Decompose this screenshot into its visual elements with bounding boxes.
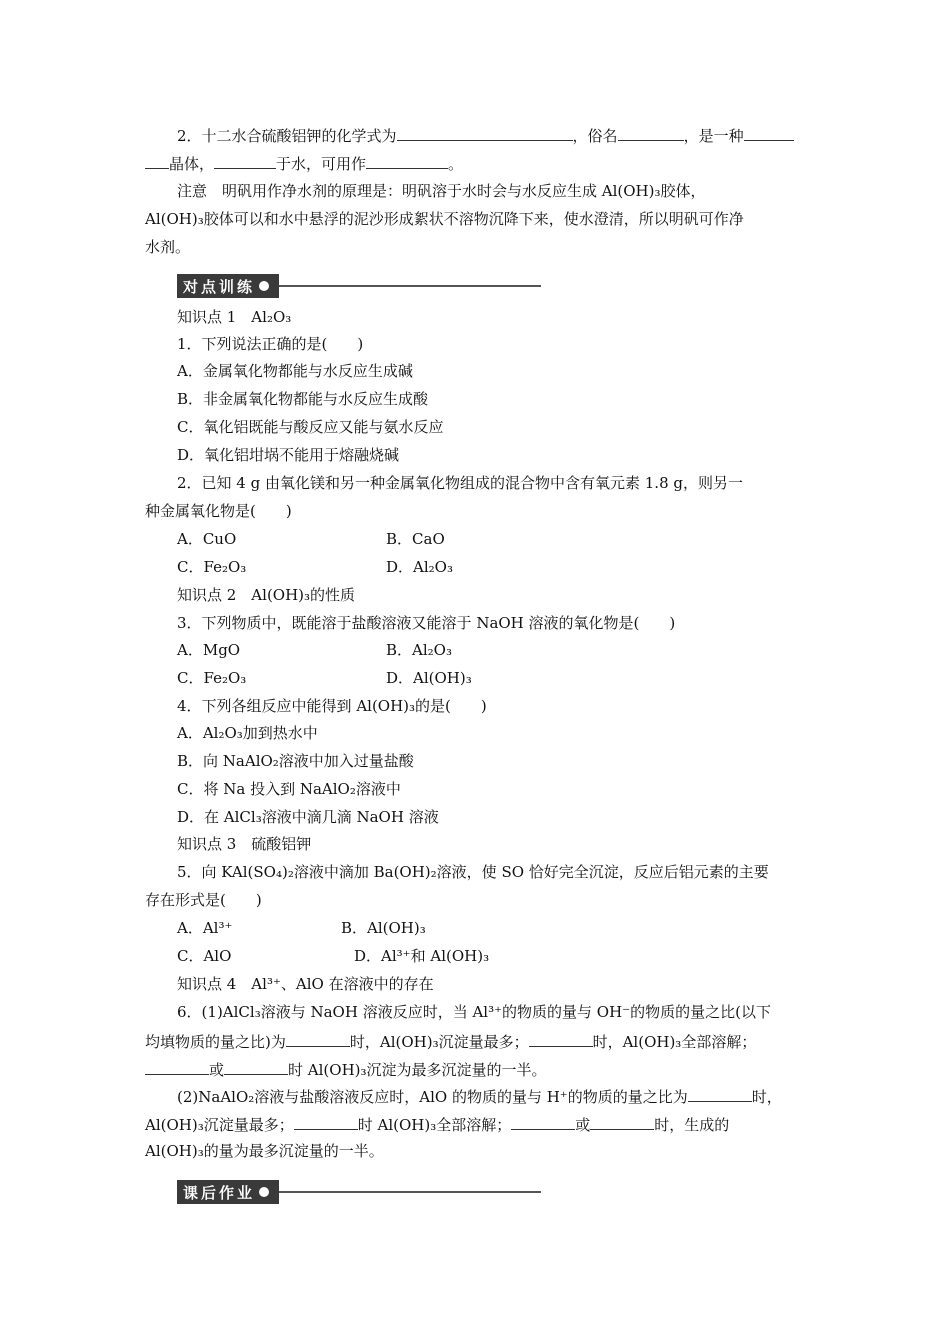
q4-stem: 4．下列各组反应中能得到 Al(OH)₃的是( ): [177, 697, 487, 715]
knowledge-point-2: 知识点 2 Al(OH)₃的性质: [177, 586, 356, 604]
section-title-box: [177, 1180, 279, 1204]
text: 或: [575, 1116, 591, 1134]
blank: [511, 1113, 575, 1130]
q1-stem: 1．下列说法正确的是( ): [177, 335, 364, 353]
q2-option-c: C．Fe₂O₃: [177, 558, 247, 576]
q6-part1-line1: 6．(1)AlCl₃溶液与 NaOH 溶液反应时，当 Al³⁺的物质的量与 OH⁻的物质的量之比(以下: [177, 1003, 771, 1021]
section-title: 对点训练: [183, 277, 256, 296]
section-title: 课后作业: [183, 1183, 256, 1202]
blank: [286, 1030, 350, 1047]
intro-q2-line1: [177, 124, 794, 146]
text: 时，Al(OH)₃沉淀量最多；: [349, 1033, 529, 1051]
q6-part1-line3: [145, 1058, 547, 1080]
text: 时 Al(OH)₃全部溶解；: [357, 1116, 512, 1134]
text: 于水，可用作: [276, 155, 367, 173]
q3-option-b: B．Al₂O₃: [386, 641, 452, 659]
bullet-icon: [259, 1187, 269, 1197]
q5-option-a: A．Al³⁺: [177, 919, 233, 937]
q1-option-b: B．非金属氧化物都能与水反应生成酸: [177, 390, 429, 408]
text: 时 Al(OH)₃沉淀为最多沉淀量的一半。: [288, 1061, 547, 1079]
blank: [590, 1113, 654, 1130]
knowledge-point-4: 知识点 4 Al³⁺、AlO 在溶液中的存在: [177, 975, 434, 993]
text: (2)NaAlO₂溶液与盐酸溶液反应时，AlO 的物质的量与 H⁺的物质的量之比为: [177, 1088, 688, 1106]
text: 时，Al(OH)₃全部溶解；: [592, 1033, 757, 1051]
note-line3: 水剂。: [145, 238, 191, 256]
text: 时，: [751, 1088, 782, 1106]
note-line2: Al(OH)₃胶体可以和水中悬浮的泥沙形成絮状不溶物沉降下来，使水澄清，所以明矾可作净: [145, 210, 744, 228]
blank: [145, 152, 169, 169]
q4-option-a: A．Al₂O₃加到热水中: [177, 724, 318, 742]
q1-option-d: D．氧化铝坩埚不能用于熔融烧碱: [177, 446, 400, 464]
text: ，俗名: [572, 127, 618, 145]
section-title-box: [177, 274, 279, 298]
q5-option-c: C．AlO: [177, 947, 232, 965]
blank: [688, 1085, 752, 1102]
q3-option-a: A．MgO: [177, 641, 241, 659]
q2-option-a: A．CuO: [177, 530, 237, 548]
q5-stem-line2: 存在形式是( ): [145, 891, 262, 909]
blank: [618, 124, 684, 141]
q1-option-c: C．氧化铝既能与酸反应又能与氨水反应: [177, 418, 444, 436]
intro-q2-line2: [145, 152, 463, 174]
section-header-homework: [177, 1180, 541, 1204]
text: 均填物质的量之比)为: [145, 1033, 286, 1051]
note-line1: 注意 明矾用作净水剂的原理是：明矾溶于水时会与水反应生成 Al(OH)₃胶体，: [177, 182, 706, 200]
blank: [214, 152, 276, 169]
text: 或: [209, 1061, 225, 1079]
section-rule: [279, 1191, 541, 1193]
text: 2．十二水合硫酸铝钾的化学式为: [177, 127, 397, 145]
blank: [529, 1030, 593, 1047]
q5-option-b: B．Al(OH)₃: [341, 919, 426, 937]
blank: [744, 124, 794, 141]
q2-stem-line1: 2．已知 4 g 由氧化镁和另一种金属氧化物组成的混合物中含有氧元素 1.8 g，则另一: [177, 474, 743, 492]
blank: [397, 124, 573, 141]
section-rule: [279, 285, 541, 287]
q6-part2-line2: [145, 1113, 729, 1135]
text: Al(OH)₃沉淀量最多；: [145, 1116, 294, 1134]
bullet-icon: [259, 281, 269, 291]
q2-option-d: D．Al₂O₃: [386, 558, 453, 576]
text: 。: [448, 155, 464, 173]
text: 晶体，: [169, 155, 215, 173]
blank: [294, 1113, 358, 1130]
text: 时，生成的: [654, 1116, 730, 1134]
q2-stem-line2: 种金属氧化物是( ): [145, 502, 292, 520]
q6-part2-line1: [177, 1085, 782, 1107]
q3-option-c: C．Fe₂O₃: [177, 669, 247, 687]
section-header-practice: [177, 274, 541, 298]
q3-option-d: D．Al(OH)₃: [386, 669, 472, 687]
blank: [145, 1058, 209, 1075]
q4-option-b: B．向 NaAlO₂溶液中加入过量盐酸: [177, 752, 414, 770]
q4-option-d: D．在 AlCl₃溶液中滴几滴 NaOH 溶液: [177, 808, 439, 826]
text: ，是一种: [683, 127, 744, 145]
q1-option-a: A．金属氧化物都能与水反应生成碱: [177, 362, 413, 380]
q6-part1-line2: [145, 1030, 756, 1052]
knowledge-point-1: 知识点 1 Al₂O₃: [177, 308, 292, 326]
q4-option-c: C．将 Na 投入到 NaAlO₂溶液中: [177, 780, 401, 798]
q5-stem-line1: 5．向 KAl(SO₄)₂溶液中滴加 Ba(OH)₂溶液，使 SO 恰好完全沉淀，反应后铝元素的主要: [177, 863, 769, 881]
blank: [224, 1058, 288, 1075]
blank: [366, 152, 448, 169]
q2-option-b: B．CaO: [386, 530, 445, 548]
q5-option-d: D．Al³⁺和 Al(OH)₃: [354, 947, 490, 965]
knowledge-point-3: 知识点 3 硫酸铝钾: [177, 835, 312, 853]
q6-part2-line3: Al(OH)₃的量为最多沉淀量的一半。: [145, 1142, 384, 1160]
q3-stem: 3．下列物质中，既能溶于盐酸溶液又能溶于 NaOH 溶液的氧化物是( ): [177, 614, 676, 632]
